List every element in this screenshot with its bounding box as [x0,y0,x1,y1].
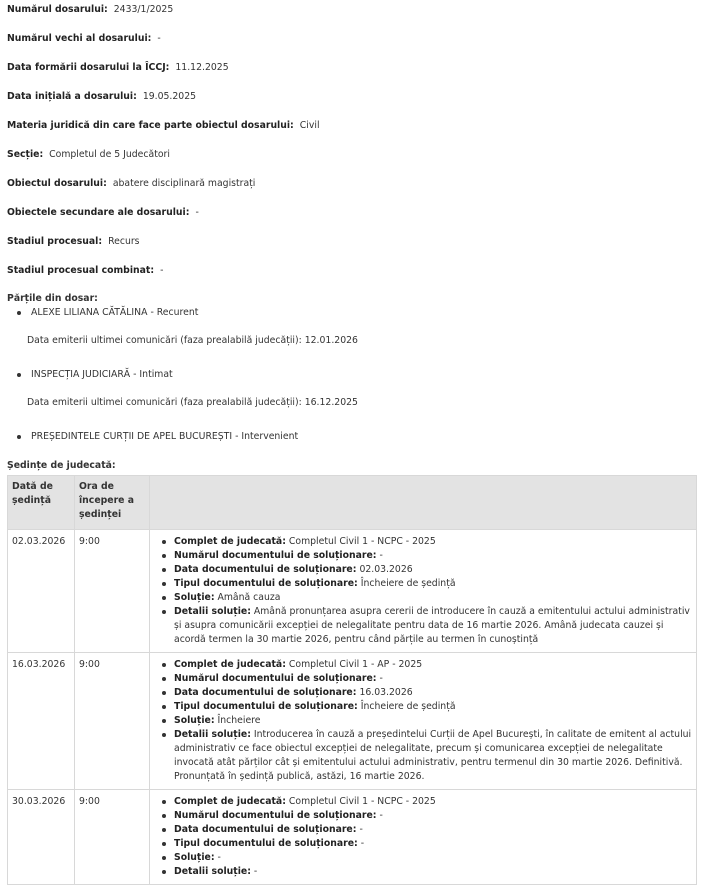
case-field [7,60,697,89]
hearing-time: 9:00 [75,653,150,790]
hearing-date: 30.03.2026 [8,790,75,885]
hearing-detail-value: 16.03.2026 [359,687,413,698]
case-field [7,147,697,176]
party-item [27,368,697,430]
hearing-detail-detalii [174,865,692,879]
case-field-value: 2433/1/2025 [113,4,174,15]
hearing-detail-solutie [174,714,692,728]
hearing-detail-numar [174,809,692,823]
hearing-details-list [154,658,692,784]
hearing-detail-value: Amână pronunțarea asupra cererii de introducere în cauză a emitentului actului administrativ și asupra comunicării excepției de nelegalitate pentru data de 16 martie 2026. Amână judecata cauzei și acordă termen la 30 martie 2026, pentru când părțile au termen în cunoștință [174,606,690,645]
hearing-time: 9:00 [75,530,150,653]
hearing-detail-label: Complet de judecată: [174,796,286,807]
header-date: Dată de ședință [8,476,75,530]
hearing-detail-label: Tipul documentului de soluționare: [174,578,358,589]
hearing-detail-numar [174,672,692,686]
case-field-value: - [160,265,164,276]
hearing-detail-detalii [174,728,692,784]
case-fields [7,2,697,292]
hearing-row [8,530,697,653]
hearing-detail-data [174,563,692,577]
hearing-detail-label: Data documentului de soluționare: [174,687,357,698]
hearing-time: 9:00 [75,790,150,885]
hearing-detail-label: Soluție: [174,715,215,726]
party-note: Data emiterii ultimei comunicări (faza prealabilă judecății): 12.01.2026 [27,335,358,346]
hearing-detail-complet [174,795,692,809]
party-line [31,368,697,382]
hearing-detail-value: Introducerea în cauză a președintelui Curții de Apel București, în calitate de emitent al actului administrativ ce face obiectul excepției de nelegalitate, precum și comunicarea excepției de nelegalitate invocată atât părților cât și emitentului actului administrativ, pentru termenul din 30 martie 2026. Definitivă. Pronunțată în ședință publică, astăzi, 16 martie 2026. [174,729,692,782]
case-field-label: Data inițială a dosarului: [7,91,137,102]
party-name: PREȘEDINTELE CURȚII DE APEL BUCUREȘTI [31,431,233,442]
case-field [7,234,697,263]
case-field-value: - [195,207,199,218]
hearings-header-row [8,476,697,530]
hearing-detail-solutie [174,591,692,605]
hearing-date: 16.03.2026 [8,653,75,790]
hearing-details [150,530,697,653]
case-field-label: Data formării dosarului la ÎCCJ: [7,62,170,73]
case-field-label: Numărul dosarului: [7,4,108,15]
case-field-label: Obiectul dosarului: [7,178,107,189]
case-field-label: Secție: [7,149,44,160]
hearing-detail-value: - [379,810,383,821]
hearing-detail-label: Numărul documentului de soluționare: [174,550,377,561]
hearing-detail-label: Data documentului de soluționare: [174,824,357,835]
case-field-label: Stadiul procesual: [7,236,103,247]
case-field [7,263,697,292]
hearing-detail-value: - [379,673,383,684]
hearing-detail-label: Numărul documentului de soluționare: [174,673,377,684]
case-field [7,2,697,31]
hearing-detail-value: Amână cauza [217,592,281,603]
hearing-detail-tip [174,700,692,714]
case-field-label: Obiectele secundare ale dosarului: [7,207,190,218]
party-item [31,430,697,444]
hearing-detail-label: Detalii soluție: [174,606,251,617]
hearing-detail-solutie [174,851,692,865]
hearing-detail-value: - [217,852,221,863]
case-field [7,205,697,234]
case-field-value: Completul de 5 Judecători [49,149,170,160]
hearing-detail-complet [174,535,692,549]
hearing-detail-label: Detalii soluție: [174,729,251,740]
hearing-detail-label: Numărul documentului de soluționare: [174,810,377,821]
hearing-details [150,653,697,790]
hearing-detail-tip [174,837,692,851]
case-field-value: 19.05.2025 [142,91,197,102]
hearing-detail-value: - [379,550,383,561]
party-role: - Intimat [130,369,173,380]
hearing-date: 02.03.2026 [8,530,75,653]
case-field-value: abatere disciplinară magistrați [112,178,256,189]
case-field-value: 11.12.2025 [175,62,229,73]
hearing-detail-label: Complet de judecată: [174,536,286,547]
hearing-details-list [154,535,692,647]
case-field-label: Numărul vechi al dosarului: [7,33,152,44]
party-role: - Recurent [147,307,199,318]
hearing-detail-value: Completul Civil 1 - NCPC - 2025 [288,796,436,807]
hearing-detail-label: Soluție: [174,592,215,603]
hearing-detail-label: Tipul documentului de soluționare: [174,838,358,849]
hearing-detail-value: Completul Civil 1 - NCPC - 2025 [288,536,436,547]
hearing-detail-label: Data documentului de soluționare: [174,564,357,575]
hearing-detail-complet [174,658,692,672]
hearing-details-list [154,795,692,879]
hearing-detail-data [174,823,692,837]
case-field [7,89,697,118]
hearing-detail-numar [174,549,692,563]
hearing-detail-tip [174,577,692,591]
hearing-detail-label: Complet de judecată: [174,659,286,670]
hearing-detail-label: Detalii soluție: [174,866,251,877]
case-field [7,31,697,60]
hearing-detail-value: Încheiere [217,715,261,726]
parties-list [7,306,697,444]
parties-title: Părțile din dosar: [7,293,98,304]
hearing-detail-data [174,686,692,700]
hearing-detail-value: 02.03.2026 [359,564,413,575]
header-details [150,476,697,530]
hearing-detail-value: - [360,838,365,849]
hearing-detail-value: - [359,824,363,835]
case-field-label: Stadiul procesual combinat: [7,265,155,276]
case-field [7,118,697,147]
hearing-detail-value: Încheiere de ședință [360,578,456,589]
hearing-detail-detalii [174,605,692,647]
party-line [31,306,697,320]
party-name: ALEXE LILIANA CĂTĂLINA [31,307,148,318]
hearing-row [8,653,697,790]
party-line [31,430,697,444]
header-time: Ora de începere a ședinței [75,476,150,530]
hearings-title: Ședințe de judecată: [7,460,116,471]
hearing-detail-value: Completul Civil 1 - AP - 2025 [288,659,423,670]
hearing-details [150,790,697,885]
case-field-label: Materia juridică din care face parte obiectul dosarului: [7,120,294,131]
hearing-row [8,790,697,885]
party-role: - Intervenient [232,431,299,442]
hearing-detail-label: Tipul documentului de soluționare: [174,701,358,712]
case-field-value: Recurs [108,236,140,247]
party-item [27,306,697,368]
party-note: Data emiterii ultimei comunicări (faza prealabilă judecății): 16.12.2025 [27,397,358,408]
case-field-value: Civil [299,120,320,131]
hearing-detail-value: - [253,866,258,877]
hearings-table [7,475,697,885]
party-name: INSPECȚIA JUDICIARĂ [31,369,131,380]
hearing-detail-value: Încheiere de ședință [360,701,456,712]
case-field [7,176,697,205]
hearing-detail-label: Soluție: [174,852,215,863]
case-field-value: - [157,33,161,44]
